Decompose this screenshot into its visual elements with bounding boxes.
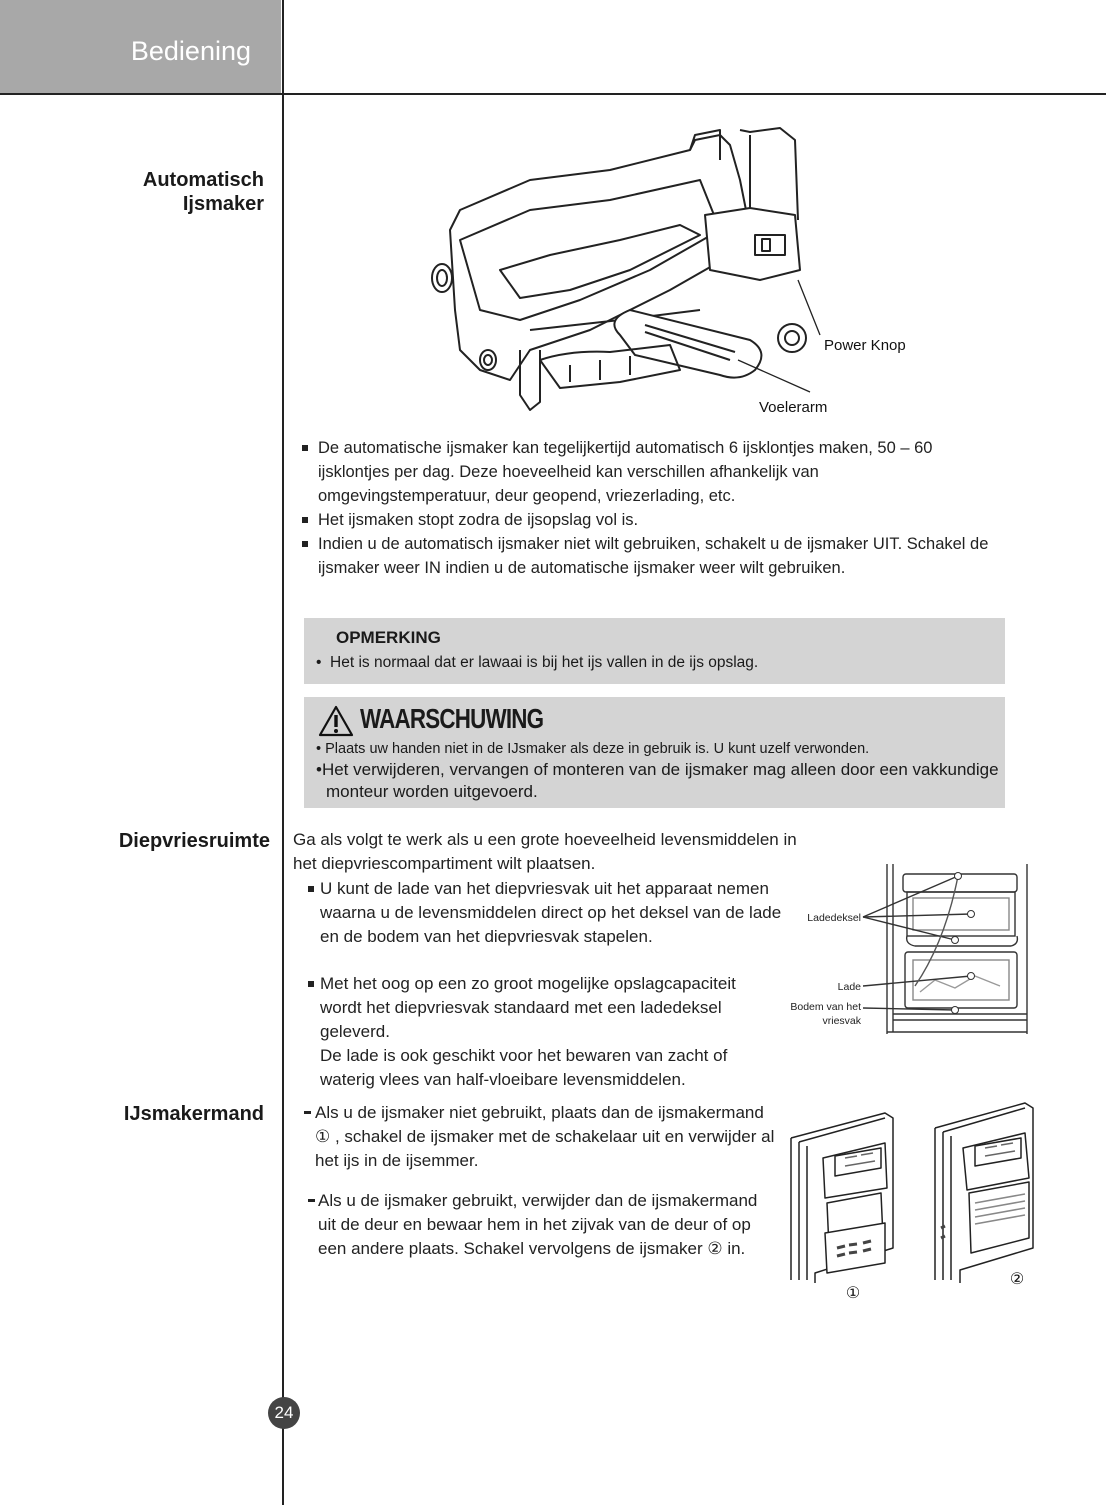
bullet-dash-icon bbox=[308, 1199, 315, 1202]
vertical-rule bbox=[282, 0, 284, 1505]
note-title: OPMERKING bbox=[336, 628, 441, 647]
basket-illustration bbox=[785, 1098, 1035, 1303]
list-item-text: Het ijsmaken stopt zodra de ijsopslag vol is. bbox=[318, 511, 639, 529]
feeler-leader-line bbox=[738, 360, 810, 392]
warning-line-1-row bbox=[316, 741, 869, 757]
warning-line-2-row bbox=[316, 759, 1006, 803]
freezer-bullet-1 bbox=[308, 877, 790, 949]
note-text: Het is normaal dat er lawaai is bij het ijs vallen in de ijs opslag. bbox=[330, 654, 759, 671]
list-item-text: Indien u de automatisch ijsmaker niet wilt gebruiken, schakelt u de ijsmaker UIT. Schakel de ijsmaker weer IN indien u de automatische ijsmaker weer wilt gebruiken. bbox=[318, 535, 989, 577]
freezer-illustration bbox=[775, 862, 1035, 1037]
icemaker-bullet-list bbox=[302, 436, 992, 580]
warning-bullet: • bbox=[316, 760, 322, 779]
list-item-text: Met het oog op een zo groot mogelijke opslagcapaciteit wordt het diepvriesvak standaard met een ladedeksel geleverd. bbox=[320, 974, 736, 1041]
paragraph-text: Als u de ijsmaker niet gebruikt, plaats dan de ijsmakermand bbox=[315, 1103, 764, 1122]
list-item bbox=[302, 508, 992, 532]
warning-box bbox=[304, 697, 1005, 808]
bullet-dash-icon bbox=[304, 1111, 311, 1114]
bodem-label-line-1: Bodem van het bbox=[790, 1001, 861, 1013]
section-title-line: Automatisch bbox=[142, 169, 264, 191]
figure-label-2: ② bbox=[1009, 1271, 1025, 1288]
note-text-row bbox=[316, 654, 758, 672]
paragraph-text: in. bbox=[727, 1239, 746, 1258]
power-knop-label: Power Knop bbox=[824, 337, 906, 354]
section-title-line: Ijsmaker bbox=[182, 193, 264, 215]
note-box bbox=[304, 618, 1005, 684]
list-item bbox=[302, 532, 992, 580]
bodem-label-line-2: vriesvak bbox=[822, 1015, 861, 1027]
basket-paragraph-1 bbox=[304, 1101, 775, 1173]
warning-title: WAARSCHUWING bbox=[360, 703, 544, 734]
warning-line-1: Plaats uw handen niet in de IJsmaker als deze in gebruik is. U kunt uzelf verwonden. bbox=[325, 741, 870, 757]
list-item bbox=[302, 436, 992, 508]
circled-number-1: ① bbox=[315, 1127, 331, 1146]
figure-label-1: ① bbox=[845, 1285, 861, 1302]
warning-line-2: Het verwijderen, vervangen of monteren van de ijsmaker mag alleen door een vakkundige monteur worden uitgevoerd. bbox=[321, 760, 999, 801]
icemaker-illustration bbox=[420, 120, 940, 420]
basket-paragraph-2 bbox=[308, 1189, 768, 1261]
section-title-auto-icemaker bbox=[60, 168, 264, 216]
section-title-text: IJsmakermand bbox=[123, 1103, 264, 1125]
bullet-square-icon bbox=[302, 517, 308, 523]
paragraph-text: , schakel de ijsmaker met de schakelaar uit en verwijder al het ijs in de ijsemmer. bbox=[315, 1127, 775, 1170]
header-tab bbox=[0, 0, 281, 93]
page-number: 24 bbox=[268, 1397, 300, 1429]
section-title-freezer: Diepvriesruimte bbox=[118, 830, 270, 852]
list-item-extra-text: De lade is ook geschikt voor het bewaren van zacht of waterig vlees van half-vloeibare levensmiddelen. bbox=[320, 1046, 728, 1089]
warning-triangle-icon bbox=[318, 705, 354, 737]
list-item-text: De automatische ijsmaker kan tegelijkertijd automatisch 6 ijsklontjes maken, 50 – 60 ijsklontjes per dag. Deze hoeveelheid kan verschillen afhankelijk van omgevingstemperatuur, deur geopend, vriezerlading, etc. bbox=[318, 439, 933, 505]
freezer-bullet-2 bbox=[308, 972, 760, 1092]
circled-number-2: ② bbox=[707, 1239, 723, 1258]
paragraph-text: Als u de ijsmaker gebruikt, verwijder dan de ijsmakermand uit de deur en bewaar hem in het zijvak van de deur of op een andere plaats. Schakel vervolgens de ijsmaker bbox=[318, 1191, 758, 1258]
voelerarm-label: Voelerarm bbox=[759, 399, 828, 416]
bullet-square-icon bbox=[302, 445, 308, 451]
bullet-square-icon bbox=[308, 886, 314, 892]
header-rule bbox=[0, 93, 1106, 95]
ladedeksel-label: Ladedeksel bbox=[807, 912, 861, 924]
section-title-basket bbox=[60, 1102, 264, 1126]
bullet-square-icon bbox=[308, 981, 314, 987]
bullet-square-icon bbox=[302, 541, 308, 547]
note-bullet: • bbox=[316, 654, 331, 671]
warning-bullet: • bbox=[316, 741, 326, 757]
list-item-text: U kunt de lade van het diepvriesvak uit het apparaat nemen waarna u de levensmiddelen direct op het deksel van de lade en de bodem van het diepvriesvak stapelen. bbox=[320, 879, 782, 946]
freezer-intro: Ga als volgt te werk als u een grote hoeveelheid levensmiddelen in het diepvriescompartiment wilt plaatsen. bbox=[293, 830, 797, 873]
lade-label: Lade bbox=[837, 981, 861, 993]
header-title: Bediening bbox=[130, 36, 251, 66]
